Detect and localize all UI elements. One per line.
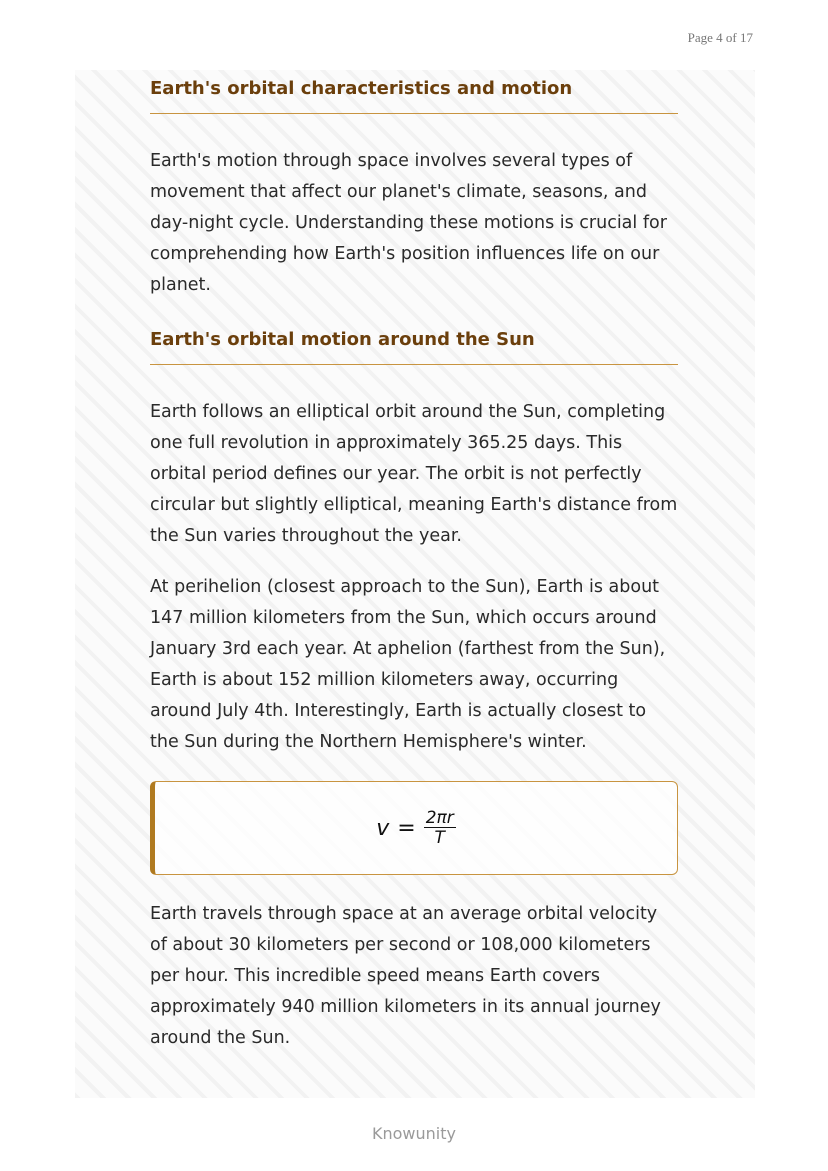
- section-heading-orbital-characteristics: Earth's orbital characteristics and motion: [150, 78, 678, 114]
- content-area: [75, 70, 755, 1098]
- velocity-paragraph: Earth travels through space at an average orbital velocity of about 30 kilometers per second or 108,000 kilometers per hour. This incredible speed means Earth covers approximately 940 million kilometers in its annual journey around the Sun.: [150, 904, 661, 1048]
- page-number: Page 4 of 17: [687, 30, 753, 45]
- formula-equals: =: [397, 815, 416, 841]
- perihelion-paragraph: At perihelion (closest approach to the Sun), Earth is about 147 million kilometers from the Sun, which occurs around January 3rd each year. At aphelion (farthest from the Sun), Earth is about 152 million kilometers away, occurring around July 4th. Interestingly, Earth is actually closest to the Sun during the Northern Hemisphere's winter.: [150, 577, 666, 752]
- footer-brand: Knowunity: [372, 1124, 456, 1143]
- formula-denominator: T: [434, 828, 445, 848]
- formula-numerator: 2πr: [425, 808, 454, 828]
- section-heading-orbital-motion: Earth's orbital motion around the Sun: [150, 329, 678, 365]
- content-column: [150, 70, 678, 1054]
- orbit-paragraph: Earth follows an elliptical orbit around the Sun, completing one full revolution in approximately 365.25 days. This orbital period defines our year. The orbit is not perfectly circular but slightly elliptical, meaning Earth's distance from the Sun varies throughout the year.: [150, 402, 678, 546]
- formula-box: [150, 781, 678, 875]
- formula-fraction: [424, 809, 456, 847]
- intro-paragraph: Earth's motion through space involves several types of movement that affect our planet's climate, seasons, and day-night cycle. Understanding these motions is crucial for comprehending how Earth's position influences life on our planet.: [150, 151, 667, 295]
- formula-lhs: v: [376, 815, 390, 841]
- velocity-formula: [376, 809, 456, 847]
